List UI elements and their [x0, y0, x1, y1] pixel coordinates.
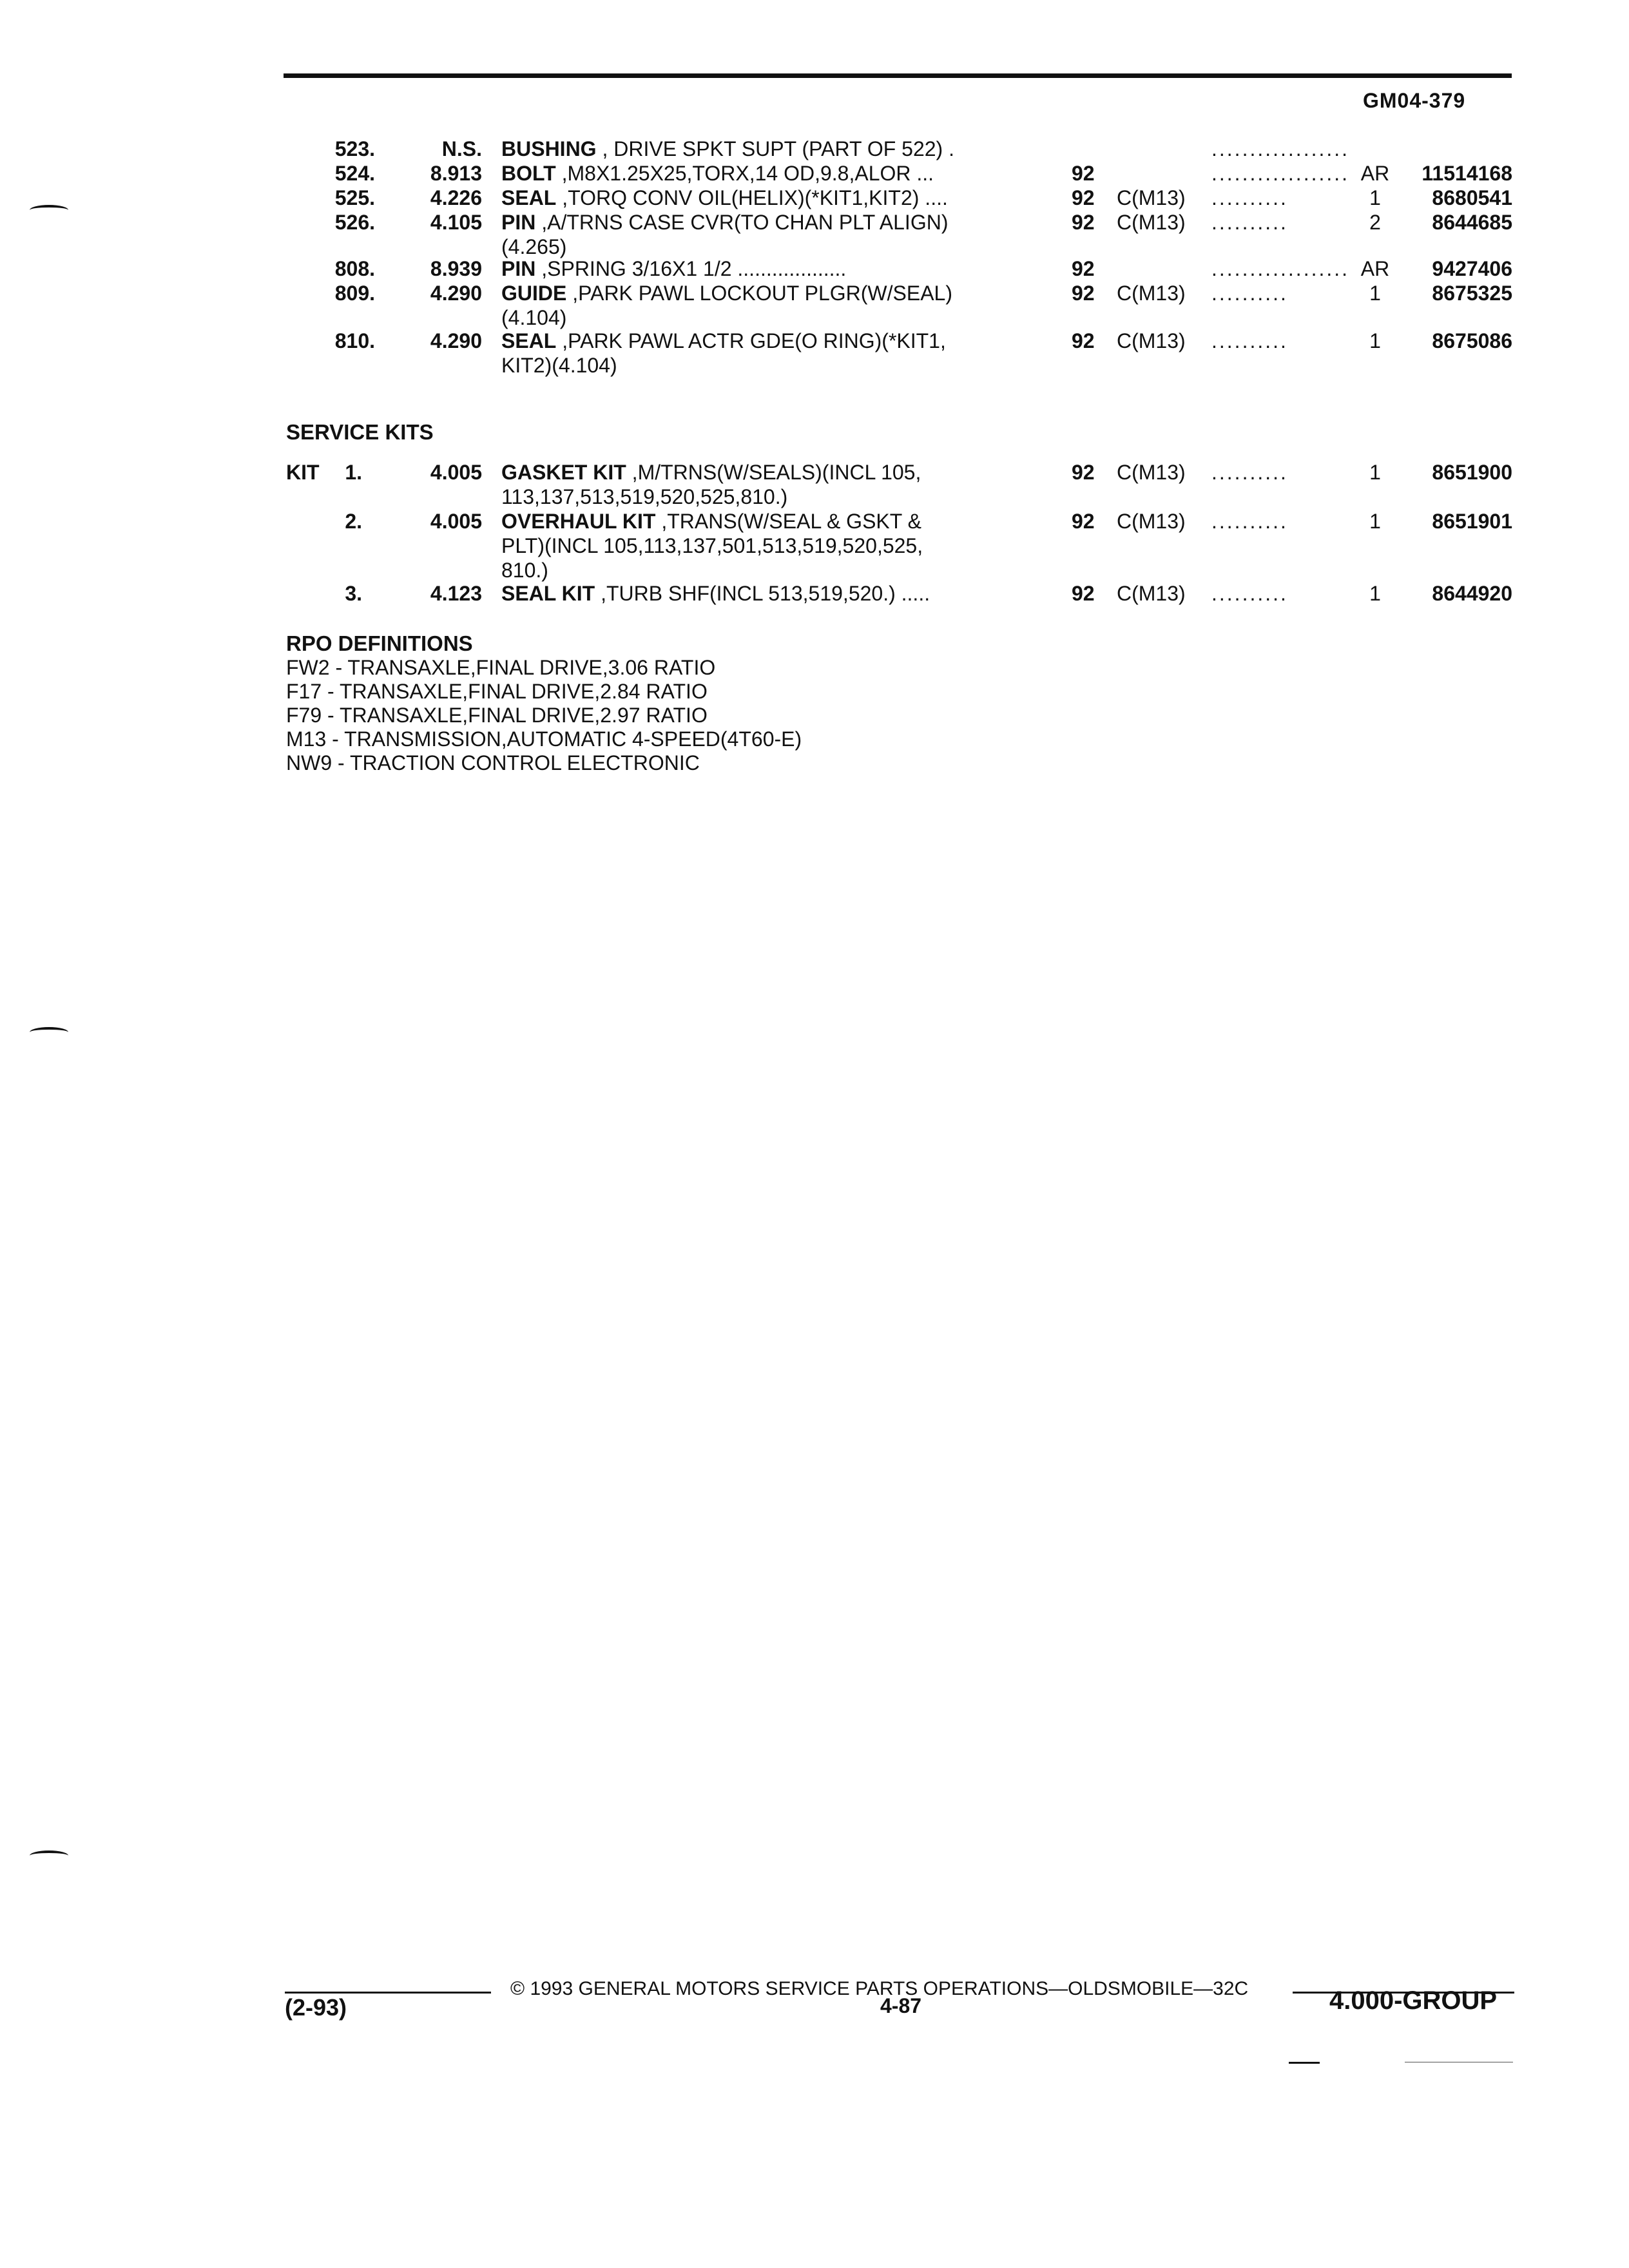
group-number: 4.005 [430, 510, 482, 533]
usage-code: C(M13) [1117, 510, 1186, 533]
part-name: BUSHING [501, 137, 597, 160]
kit-detail-cont: PLT)(INCL 105,113,137,501,513,519,520,525, [501, 534, 923, 557]
model-year: 92 [1072, 582, 1095, 605]
kit-number: 3. [345, 582, 362, 605]
part-name: PIN [501, 257, 536, 280]
part-number: 11514168 [1422, 162, 1512, 185]
kit-detail-cont: 113,137,513,519,520,525,810.) [501, 485, 788, 508]
kit-detail: ,TRANS(W/SEAL & GSKT & [655, 510, 921, 533]
footer-copyright: © 1993 GENERAL MOTORS SERVICE PARTS OPERATIONS—OLDSMOBILE—32C [510, 1978, 1249, 1999]
quantity: 1 [1369, 186, 1381, 209]
group-number: 8.913 [430, 162, 482, 185]
item-number: 524. [334, 162, 375, 185]
leader-dots: .................. [1211, 137, 1350, 160]
part-name: SEAL [501, 186, 557, 209]
group-number: 4.123 [430, 582, 482, 605]
item-number: 526. [334, 211, 375, 234]
service-kits-heading: SERVICE KITS [286, 420, 434, 444]
model-year: 92 [1072, 329, 1095, 352]
model-year: 92 [1072, 162, 1095, 185]
group-number: 4.290 [430, 282, 482, 305]
part-number: 8644685 [1432, 211, 1512, 234]
kit-description [501, 581, 930, 606]
scan-artifact [1289, 2062, 1320, 2064]
kit-description [501, 509, 923, 582]
quantity: 1 [1369, 282, 1381, 305]
model-year: 92 [1072, 510, 1095, 533]
part-name: BOLT [501, 162, 556, 185]
leader-dots: .......... [1211, 211, 1288, 234]
part-number: 8651900 [1432, 461, 1512, 484]
model-year: 92 [1072, 282, 1095, 305]
quantity: 1 [1369, 461, 1381, 484]
part-description [501, 210, 948, 259]
part-description [501, 186, 948, 210]
quantity: AR [1360, 162, 1390, 185]
leader-dots: .......... [1211, 582, 1288, 605]
item-number: 810. [334, 329, 375, 352]
item-number: 525. [334, 186, 375, 209]
group-number: 4.226 [430, 186, 482, 209]
part-detail: ,PARK PAWL ACTR GDE(O RING)(*KIT1, [556, 329, 946, 352]
usage-code: C(M13) [1117, 582, 1186, 605]
part-detail: ,TORQ CONV OIL(HELIX)(*KIT1,KIT2) .... [556, 186, 948, 209]
footer-date-code: (2-93) [285, 1994, 347, 2021]
part-detail-cont: (4.104) [501, 306, 567, 329]
group-number: 8.939 [430, 257, 482, 280]
leader-dots: .......... [1211, 329, 1288, 352]
kit-detail: ,M/TRNS(W/SEALS)(INCL 105, [626, 461, 921, 484]
kit-number: 1. [345, 461, 362, 484]
part-description [501, 137, 954, 161]
group-number: 4.290 [430, 329, 482, 352]
part-name: PIN [501, 211, 536, 234]
part-detail: ,SPRING 3/16X1 1/2 ................... [535, 257, 847, 280]
quantity: 1 [1369, 582, 1381, 605]
margin-mark [30, 1027, 68, 1037]
footer-page-number: 4-87 [880, 1994, 922, 2017]
part-detail-cont: (4.265) [501, 235, 567, 258]
rpo-line: FW2 - TRANSAXLE,FINAL DRIVE,3.06 RATIO [286, 656, 716, 679]
kit-name: GASKET KIT [501, 461, 626, 484]
part-number: 8680541 [1432, 186, 1512, 209]
kit-description [501, 460, 921, 509]
quantity: AR [1360, 257, 1390, 280]
rpo-line: F17 - TRANSAXLE,FINAL DRIVE,2.84 RATIO [286, 680, 708, 703]
usage-code: C(M13) [1117, 329, 1186, 352]
kit-detail-cont: 810.) [501, 559, 548, 582]
kit-label: KIT [286, 461, 320, 484]
usage-code: C(M13) [1117, 211, 1186, 234]
part-description [501, 329, 946, 378]
model-year: 92 [1072, 211, 1095, 234]
group-number: 4.005 [430, 461, 482, 484]
quantity: 1 [1369, 329, 1381, 352]
part-description [501, 161, 934, 186]
usage-code: C(M13) [1117, 461, 1186, 484]
leader-dots: .................. [1211, 257, 1350, 280]
margin-mark [30, 1850, 68, 1861]
part-number: 8651901 [1432, 510, 1512, 533]
model-year: 92 [1072, 461, 1095, 484]
leader-dots: .................. [1211, 162, 1350, 185]
item-number: 808. [334, 257, 375, 280]
kit-name: SEAL KIT [501, 582, 595, 605]
rpo-line: NW9 - TRACTION CONTROL ELECTRONIC [286, 751, 700, 774]
leader-dots: .......... [1211, 510, 1288, 533]
part-number: 9427406 [1432, 257, 1512, 280]
kit-name: OVERHAUL KIT [501, 510, 656, 533]
part-detail: ,A/TRNS CASE CVR(TO CHAN PLT ALIGN) [535, 211, 949, 234]
usage-code: C(M13) [1117, 186, 1186, 209]
quantity: 2 [1369, 211, 1381, 234]
item-number: 523. [334, 137, 375, 160]
rpo-heading: RPO DEFINITIONS [286, 631, 473, 655]
item-number: 809. [334, 282, 375, 305]
usage-code: C(M13) [1117, 282, 1186, 305]
doc-id: GM04-379 [1363, 89, 1466, 112]
model-year: 92 [1072, 186, 1095, 209]
part-detail: ,M8X1.25X25,TORX,14 OD,9.8,ALOR ... [555, 162, 934, 185]
part-number: 8675086 [1432, 329, 1512, 352]
footer-group: 4.000-GROUP [1329, 1986, 1498, 2015]
model-year: 92 [1072, 257, 1095, 280]
part-detail: , DRIVE SPKT SUPT (PART OF 522) . [596, 137, 954, 160]
kit-number: 2. [345, 510, 362, 533]
top-rule [284, 73, 1512, 78]
leader-dots: .......... [1211, 186, 1288, 209]
part-number: 8675325 [1432, 282, 1512, 305]
footer-rule-left [285, 1992, 491, 1994]
part-description [501, 281, 952, 330]
leader-dots: .......... [1211, 461, 1288, 484]
part-detail: ,PARK PAWL LOCKOUT PLGR(W/SEAL) [566, 282, 952, 305]
part-name: GUIDE [501, 282, 567, 305]
margin-mark [30, 205, 68, 215]
group-number: N.S. [441, 137, 482, 160]
part-name: SEAL [501, 329, 557, 352]
quantity: 1 [1369, 510, 1381, 533]
rpo-line: F79 - TRANSAXLE,FINAL DRIVE,2.97 RATIO [286, 704, 708, 727]
part-number: 8644920 [1432, 582, 1512, 605]
rpo-line: M13 - TRANSMISSION,AUTOMATIC 4-SPEED(4T60-E) [286, 727, 802, 751]
leader-dots: .......... [1211, 282, 1288, 305]
part-description [501, 256, 846, 281]
kit-detail: ,TURB SHF(INCL 513,519,520.) ..... [595, 582, 930, 605]
part-detail-cont: KIT2)(4.104) [501, 354, 617, 377]
group-number: 4.105 [430, 211, 482, 234]
